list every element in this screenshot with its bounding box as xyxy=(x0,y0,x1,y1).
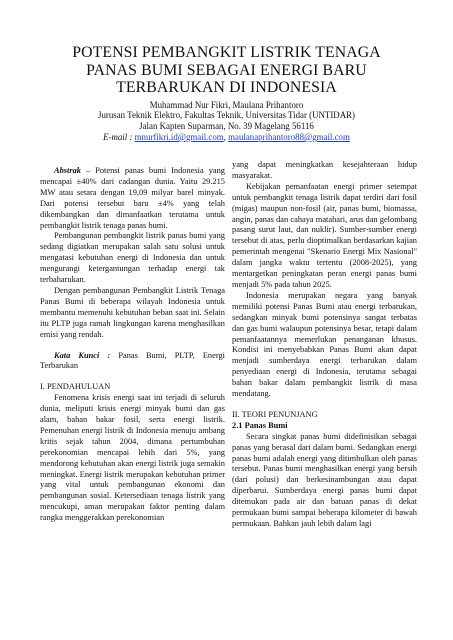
affiliation: Jurusan Teknik Elektro, Fakultas Teknik, Universitas Tidar (UNTIDAR) xyxy=(97,110,355,121)
section-heading-teori-penunjang: II. TEORI PENUNJANG xyxy=(232,409,318,419)
title-line: PANAS BUMI SEBAGAI ENERGI BARU xyxy=(86,61,367,79)
title-line: TERBARUKAN DI INDONESIA xyxy=(116,79,337,96)
keywords: Kata Kunci : Panas Bumi, PLTP, Energi Terbarukan xyxy=(40,350,225,371)
abstract-paragraph: Dengan pembangunan Pembangkit Listrik Tenaga Panas Bumi di beberapa wilayah Indonesia untuk membantu memenuhi kebutuhan beban saat ini. Selain itu PLTP juga ramah lingkungan karena menghasilkan emisi yang rendah. xyxy=(40,285,225,339)
paper-header xyxy=(40,44,413,143)
abstract-paragraph: Pembangunan pembangkit listrik panas bumi yang sedang digiatkan merupakan salah satu solusi untuk mengatasi kebutuhan energi di Indonesia dan untuk mengurangi ketergantungan terhadap energi tak terbaharukan. xyxy=(40,231,225,285)
section-heading-pendahuluan: I. PENDAHULUAN xyxy=(40,382,111,392)
right-column xyxy=(232,160,417,530)
email-link-2[interactable]: maulanaprihantoro88@gmail.com xyxy=(228,131,350,142)
body-paragraph: Fenomena krisis energi saat ini terjadi di seluruh dunia, meliputi krisis energi minyak bumi dan gas alam, bahan bakar fosil, serta energi listrik. Pemenuhan energi listrik di Indonesia menuju ambang kritis sejak tahun 2004, dimana pertumbuhan perekonomian mencapai lebih dari 5%, yang mendorong kebutuhan akan energi listrik juga semakin meningkat. Energi listrik merupakan kebutuhan primer yang vital untuk pembangunan ekonomi dan pembangunan sosial. Ketersediaan tenaga listrik yang mencukupi, aman merupakan faktor penting dalam rangka menggerakkan perekonomian xyxy=(40,393,225,523)
authors: Muhammad Nur Fikri, Maulana Prihantoro xyxy=(149,99,304,110)
email-line xyxy=(40,132,413,143)
abstract-paragraph: Abstrak – Potensi panas bumi Indonesia yang mencapai ±40% dari cadangan dunia. Yaitu 29.215 MW atau setara dengan 19,09 milyar barel minyak. Dari potensi tersebut baru ±4% yang telah dikembangkan dan dimanfaatkan terutama untuk pembangkit listrik tenaga panas bumi. xyxy=(40,166,225,230)
keywords-label: Kata Kunci : xyxy=(54,350,111,360)
left-column xyxy=(40,166,225,524)
email-separator: , xyxy=(223,131,226,142)
paper-title xyxy=(40,44,413,97)
email-link-1[interactable]: mnurfikri.id@gmail.com xyxy=(134,131,224,142)
title-line: POTENSI PEMBANGKIT LISTRIK TENAGA xyxy=(72,44,381,61)
email-label: E-mail : xyxy=(103,131,133,142)
subsection-heading-panas-bumi: 2.1 Panas Bumi xyxy=(232,420,288,430)
body-paragraph: Secara singkat panas bumi didefinisikan sebagai panas yang berasal dari dalam bumi. Sedangkan energi panas bumi adalah energi yang ditimbulkan oleh panas tersebut. Panas bumi menghasilkan energi yang bersih (dari polusi) dan berkesinambungan atau dapat diperbarui. Sumberdaya energi panas bumi dapat ditemukan pada air dan batuan panas di dekat permukaan bumi sampai beberapa kilometer di bawah permukaan. Bahkan jauh lebih dalam lagi xyxy=(232,431,417,528)
address: Jalan Kapten Suparman, No. 39 Magelang 56116 xyxy=(139,121,314,132)
abstract-label: Abstrak xyxy=(54,166,81,175)
body-paragraph: yang dapat meningkatkan kesejahteraan hidup masyarakat. xyxy=(232,160,417,180)
body-paragraph: Indonesia merupakan negara yang banyak memiliki potensi Panas Bumi atau energi terbarukan, sedangkan minyak bumi potensinya sangat terbatas dan gas bumi walaupun potensinya besar, tetapi dalam pemanfaatannya memerlukan penanganan khusus. Kondisi ini menyebabkan Panas Bumi akan dapat menjadi sumberdaya energi terbarukan dalam penyediaan energi di Indonesia, terutama sebagai bahan bakar dalam pembangkit listrik di masa mendatang. xyxy=(232,290,417,399)
body-paragraph: Kebijakan pemanfaatan energi primer setempat untuk pembangkit tenaga listrik dapat terdiri dari fosil (migas) maupun non-fosil (air, panas bumi, biomassa, angin, panas dan cahaya matahari, arus dan gelombang pasang surut laut, dan nuklir). Sumber-sumber energi tersebut di atas, perlu dioptimalkan berdasarkan kajian pemerintah mengenai "Skenario Energi Mix Nasional" dalam jangka waktu tertentu (2008-2025), yang mentargetkan peningkatan peran energi panas bumi menjadi 5% pada tahun 2025. xyxy=(232,181,417,289)
